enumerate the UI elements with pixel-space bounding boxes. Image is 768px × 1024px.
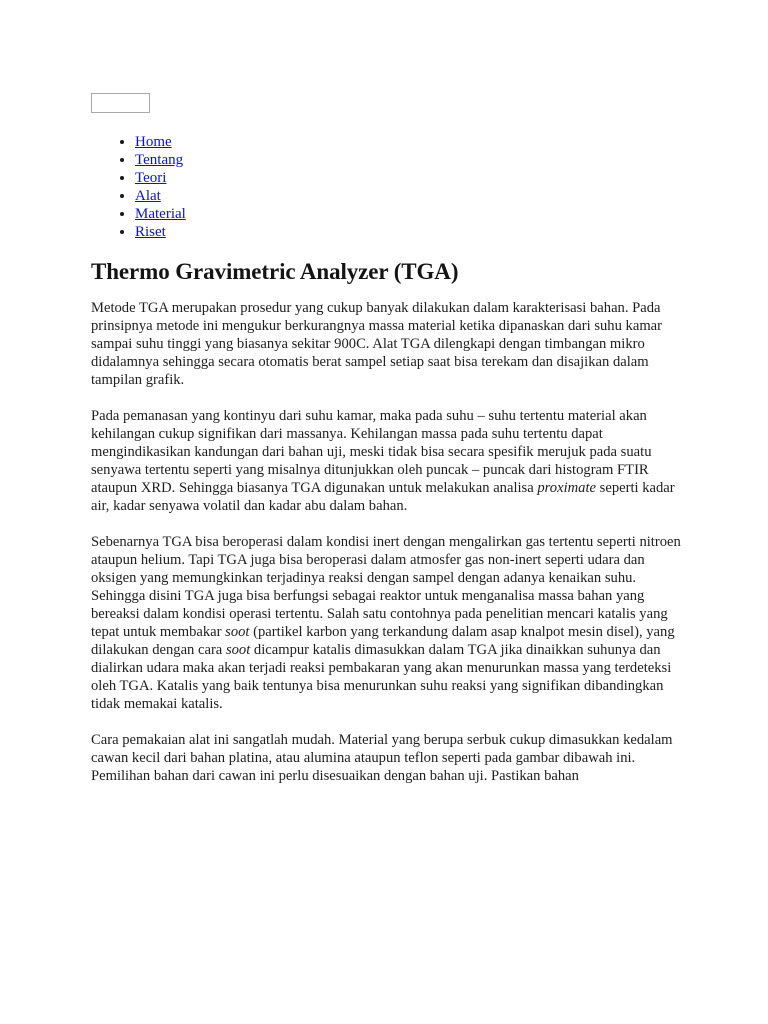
paragraph-2-emphasis: proximate bbox=[537, 480, 597, 496]
paragraph-4: Cara pemakaian alat ini sangatlah mudah. Material yang berupa serbuk cukup dimasukkan kedalam cawan kecil dari bahan platina, atau alumina ataupun teflon seperti pada gambar dibawah ini. Pemilihan bahan dari cawan ini perlu disesuaikan dengan bahan uji. Pastikan bahan bbox=[91, 732, 673, 784]
nav-link-alat[interactable]: Alat bbox=[135, 188, 161, 204]
paragraph-3-emphasis-1: soot bbox=[225, 624, 250, 640]
nav-item-material bbox=[135, 205, 681, 223]
nav-item-alat bbox=[135, 187, 681, 205]
article-title: Thermo Gravimetric Analyzer (TGA) bbox=[91, 259, 459, 284]
paragraph-2-text-a: Pada pemanasan yang kontinyu dari suhu kamar, maka pada suhu – suhu tertentu material akan kehilangan cukup signifikan dari massanya. Kehilangan massa pada suhu tertentu dapat mengindikasikan kandungan dari bahan uji, meski tidak bisa secara spesifik merujuk pada suatu senyawa tertentu seperti yang misalnya ditunjukkan oleh puncak – puncak dari histogram FTIR ataupun XRD. Sehingga biasanya TGA digunakan untuk melakukan analisa bbox=[91, 408, 652, 496]
paragraph-3-text-a: Sebenarnya TGA bisa beroperasi dalam kondisi inert dengan mengalirkan gas tertentu seperti nitroen ataupun helium. Tapi TGA juga bisa beroperasi dalam atmosfer gas non-inert seperti udara dan oksigen yang memungkinkan terjadinya reaksi dengan sampel dengan adanya kenaikan suhu. Sehingga disini TGA juga bisa berfungsi sebagai reaktor untuk menganalisa massa bahan yang bereaksi dalam kondisi operasi tertentu. Salah satu contohnya pada penelitian mencari katalis yang tepat untuk membakar bbox=[91, 534, 681, 640]
nav-link-teori[interactable]: Teori bbox=[135, 170, 167, 186]
nav-item-home bbox=[135, 133, 681, 151]
nav-item-teori bbox=[135, 169, 681, 187]
paragraph-3-text-c: dicampur katalis dimasukkan dalam TGA jika dinaikkan suhunya dan dialirkan udara maka akan terjadi reaksi pembakaran yang akan menurunkan massa yang terdeteksi oleh TGA. Katalis yang baik tentunya bisa menurunkan suhu reaksi yang signifikan dibandingkan tidak memakai katalis. bbox=[91, 642, 672, 712]
nav-link-tentang[interactable]: Tentang bbox=[135, 152, 184, 168]
nav-link-home[interactable]: Home bbox=[135, 134, 172, 150]
paragraph-2 bbox=[91, 407, 681, 515]
nav-item-tentang bbox=[135, 151, 681, 169]
nav-link-riset[interactable]: Riset bbox=[135, 224, 166, 240]
paragraph-1: Metode TGA merupakan prosedur yang cukup banyak dilakukan dalam karakterisasi bahan. Pada prinsipnya metode ini mengukur berkurangnya massa material ketika dipanaskan dari suhu kamar sampai suhu tinggi yang biasanya sekitar 900C. Alat TGA dilengkapi dengan timbangan mikro didalamnya sehingga secara otomatis berat sampel setiap saat bisa terekam dan disajikan dalam tampilan grafik. bbox=[91, 300, 663, 388]
page-content bbox=[91, 93, 681, 785]
paragraph-3-emphasis-2: soot bbox=[225, 642, 251, 658]
paragraph-3-text-b: (partikel karbon yang terkandung dalam asap knalpot mesin disel), yang dilakukan dengan cara bbox=[91, 624, 675, 658]
paragraph-2-text-b: seperti kadar air, kadar senyawa volatil dan kadar abu dalam bahan. bbox=[91, 480, 675, 514]
logo-placeholder-box bbox=[91, 93, 150, 113]
paragraph-3 bbox=[91, 533, 681, 713]
nav-list bbox=[91, 133, 681, 241]
nav-link-material[interactable]: Material bbox=[135, 206, 186, 222]
nav-item-riset bbox=[135, 223, 681, 241]
